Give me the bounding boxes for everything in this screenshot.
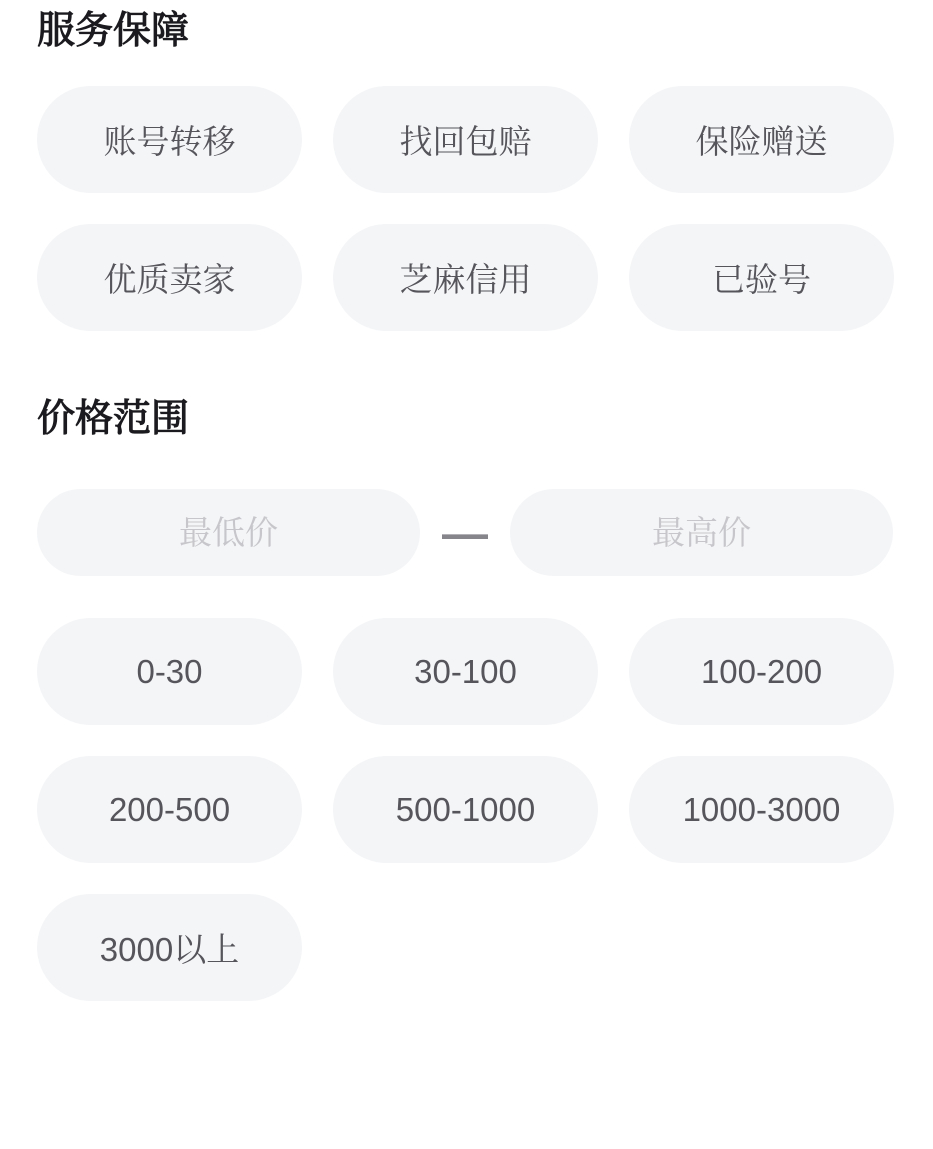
price-range-3000-plus[interactable]: 3000以上: [37, 894, 302, 1001]
service-option-verified-account[interactable]: 已验号: [629, 224, 894, 331]
price-range-30-100[interactable]: 30-100: [333, 618, 598, 725]
price-range-500-1000[interactable]: 500-1000: [333, 756, 598, 863]
price-range-0-30[interactable]: 0-30: [37, 618, 302, 725]
service-option-account-transfer[interactable]: 账号转移: [37, 86, 302, 193]
service-options-grid: [37, 86, 898, 331]
price-separator-dash: —: [442, 506, 488, 559]
price-range-100-200[interactable]: 100-200: [629, 618, 894, 725]
max-price-input[interactable]: [510, 489, 893, 576]
service-option-recovery-compensation[interactable]: 找回包赔: [333, 86, 598, 193]
price-range-grid: [37, 618, 898, 1001]
price-range-1000-3000[interactable]: 1000-3000: [629, 756, 894, 863]
price-separator: [420, 506, 510, 559]
service-option-insurance-gift[interactable]: 保险赠送: [629, 86, 894, 193]
min-price-input[interactable]: [37, 489, 420, 576]
service-option-quality-seller[interactable]: 优质卖家: [37, 224, 302, 331]
price-input-row: [37, 489, 898, 576]
price-section-title: 价格范围: [37, 398, 190, 440]
service-option-zhima-credit[interactable]: 芝麻信用: [333, 224, 598, 331]
price-range-200-500[interactable]: 200-500: [37, 756, 302, 863]
service-section-title: 服务保障: [37, 10, 190, 52]
